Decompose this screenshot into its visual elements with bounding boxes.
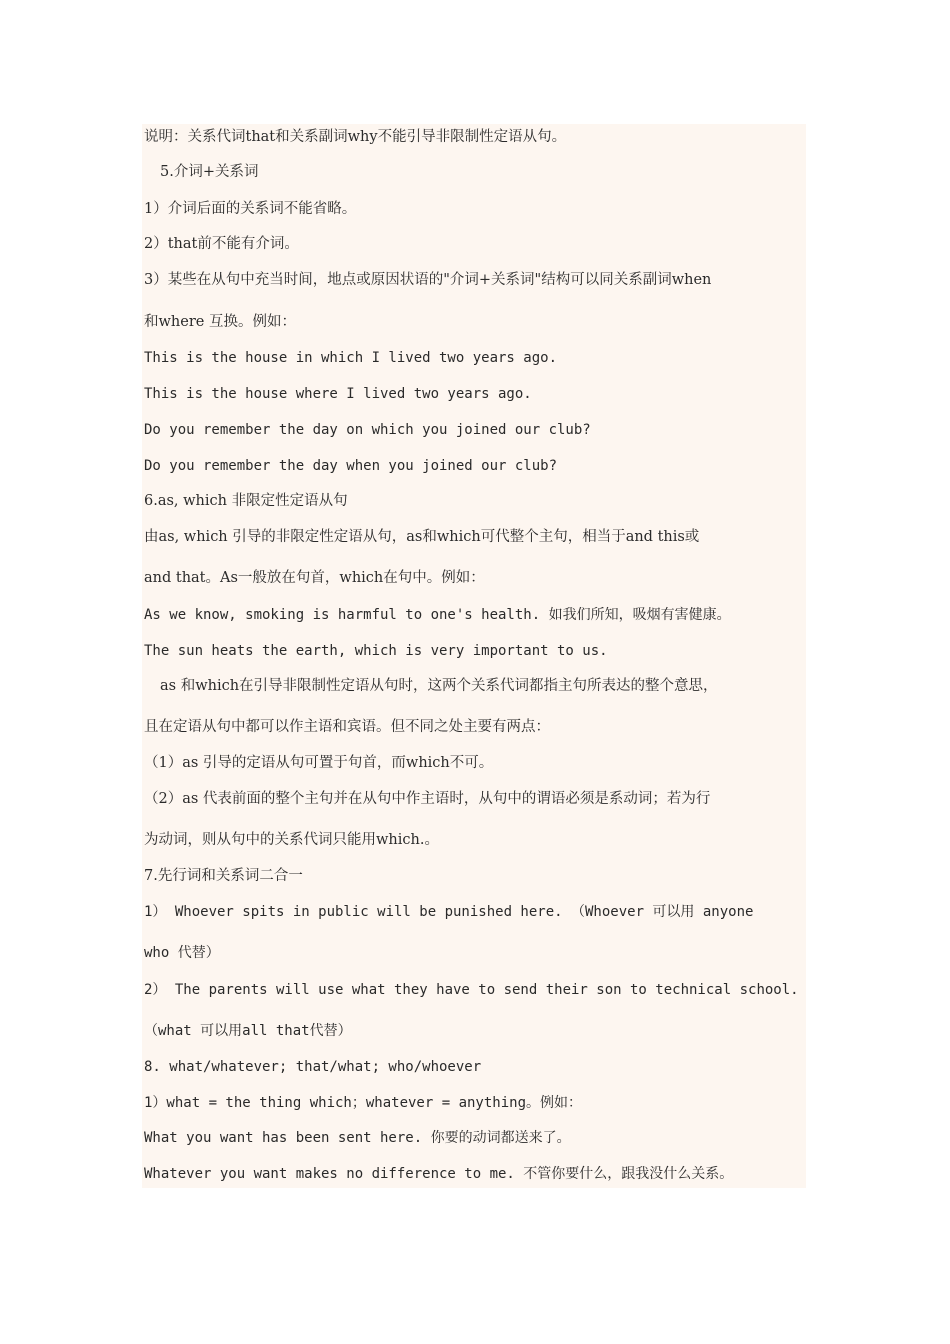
rule-6-text: 由as, which 引导的非限定性定语从句，as和which可代整个主句，相当于and this或	[144, 529, 700, 545]
difference-point-2-cont: 为动词，则从句中的关系代词只能用which.。	[144, 832, 439, 848]
comparison-text: as 和which在引导非限制性定语从句时，这两个关系代词都指主句所表达的整个意思，	[160, 678, 718, 694]
note-line: 说明：关系代词that和关系副词why不能引导非限制性定语从句。	[144, 129, 567, 145]
section-heading-8: 8. what/whatever; that/what; who/whoever	[144, 1059, 482, 1075]
example-sentence-cont: （what 可以用all that代替）	[144, 1023, 352, 1039]
example-sentence: Whatever you want makes no difference to me. 不管你要什么，跟我没什么关系。	[144, 1166, 734, 1182]
rule-6-text-cont: and that。As一般放在句首，which在句中。例如：	[144, 570, 485, 586]
example-sentence: As we know, smoking is harmful to one's health. 如我们所知，吸烟有害健康。	[144, 607, 731, 623]
section-heading-5: 5.介词+关系词	[160, 164, 259, 180]
section-heading-7: 7.先行词和关系词二合一	[144, 868, 303, 884]
example-sentence: Do you remember the day when you joined our club?	[144, 458, 558, 474]
rule-5-1: 1）介词后面的关系词不能省略。	[144, 201, 357, 217]
rule-5-3: 3）某些在从句中充当时间，地点或原因状语的"介词+关系词"结构可以同关系副词when	[144, 272, 712, 288]
example-sentence: The sun heats the earth, which is very important to us.	[144, 643, 608, 659]
difference-point-1: （1）as 引导的定语从句可置于句首，而which不可。	[144, 755, 494, 771]
example-sentence: Do you remember the day on which you joined our club?	[144, 422, 591, 438]
example-sentence: What you want has been sent here. 你要的动词都送来了。	[144, 1130, 571, 1146]
example-sentence: 1） Whoever spits in public will be punished here. （Whoever 可以用 anyone	[144, 904, 754, 920]
example-sentence: This is the house in which I lived two years ago.	[144, 350, 558, 366]
example-sentence: This is the house where I lived two years ago.	[144, 386, 532, 402]
section-heading-6: 6.as, which 非限定性定语从句	[144, 493, 348, 509]
example-sentence-cont: who 代替）	[144, 945, 220, 961]
comparison-text-cont: 且在定语从句中都可以作主语和宾语。但不同之处主要有两点：	[144, 719, 550, 735]
example-sentence: 2） The parents will use what they have to send their son to technical school.	[144, 982, 799, 998]
rule-5-2: 2）that前不能有介词。	[144, 236, 299, 252]
rule-5-3-cont: 和where 互换。例如：	[144, 314, 296, 330]
difference-point-2: （2）as 代表前面的整个主句并在从句中作主语时，从句中的谓语必须是系动词；若为行	[144, 791, 711, 807]
rule-8-1: 1）what = the thing which；whatever = anything。例如：	[144, 1095, 583, 1111]
